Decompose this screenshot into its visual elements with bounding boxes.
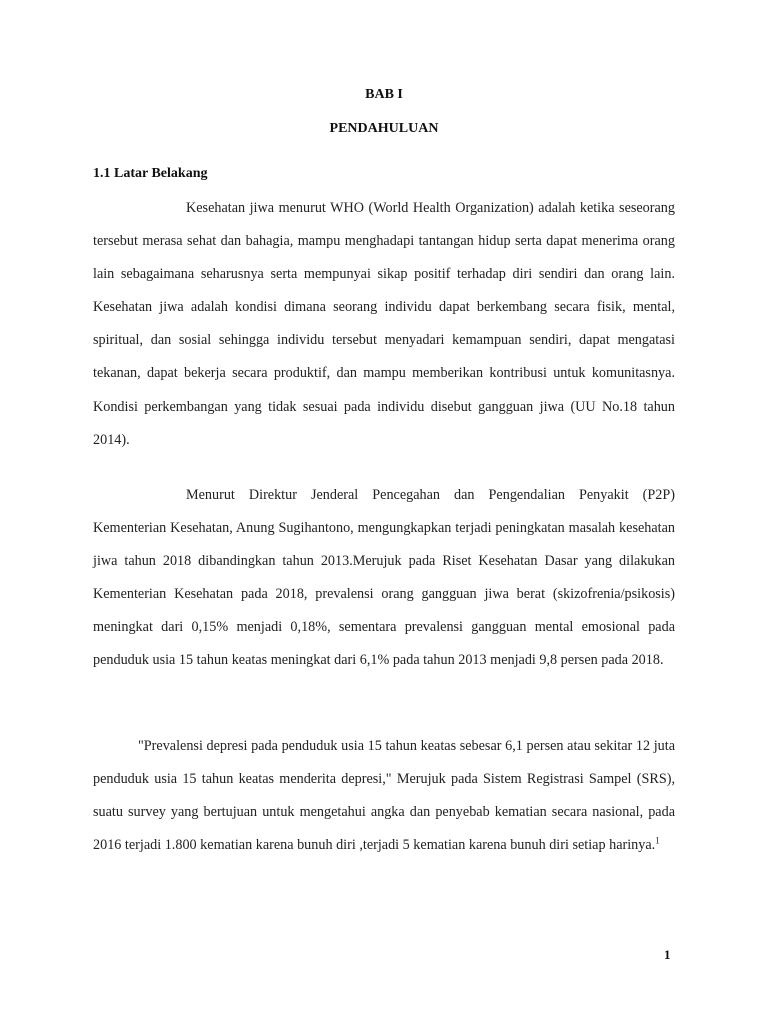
body-paragraph-2 (93, 479, 675, 678)
page-number: 1 (664, 947, 671, 962)
body-paragraph-3 (93, 730, 675, 862)
footnote-reference[interactable]: 1 (655, 835, 660, 846)
paragraph-2-text: Menurut Direktur Jenderal Pencegahan dan Pengendalian Penyakit (P2P) Kementerian Kesehatan, Anung Sugihantono, mengungkapkan terjadi peningkatan masalah kesehatan jiwa tahun 2018 dibandingkan tahun 2013.Merujuk pada Riset Kesehatan Dasar yang dilakukan Kementerian Kesehatan pada 2018, prevalensi orang gangguan jiwa berat (skizofrenia/psikosis) meningkat dari 0,15% menjadi 0,18%, sementara prevalensi gangguan mental emosional pada penduduk usia 15 tahun keatas meningkat dari 6,1% pada tahun 2013 menjadi 9,8 persen pada 2018. (93, 487, 675, 669)
body-paragraph-1 (93, 192, 675, 457)
paragraph-1-text: Kesehatan jiwa menurut WHO (World Health Organization) adalah ketika seseorang tersebut merasa sehat dan bahagia, mampu menghadapi tantangan hidup serta dapat menerima orang lain sebagaimana seharusnya serta mempunyai sikap positif terhadap diri sendiri dan orang lain. Kesehatan jiwa adalah kondisi dimana seorang individu dapat berkembang secara fisik, mental, spiritual, dan sosial sehingga individu tersebut menyadari kemampuan sendiri, dapat mengatasi tekanan, dapat bekerja secara produktif, dan mampu memberikan kontribusi untuk komunitasnya. Kondisi perkembangan yang tidak sesuai pada individu disebut gangguan jiwa (UU No.18 tahun 2014). (93, 200, 675, 448)
chapter-number: BAB I (365, 87, 403, 102)
paragraph-3-text: "Prevalensi depresi pada penduduk usia 15 tahun keatas sebesar 6,1 persen atau sekitar 12 juta penduduk usia 15 tahun keatas menderita depresi," Merujuk pada Sistem Registrasi Sampel (SRS), suatu survey yang bertujuan untuk mengetahui angka dan penyebab kematian secara nasional, pada 2016 terjadi 1.800 kematian karena bunuh diri ,terjadi 5 kematian karena bunuh diri setiap harinya. (93, 738, 675, 854)
chapter-title: PENDAHULUAN (329, 121, 439, 136)
section-heading: 1.1 Latar Belakang (93, 166, 208, 181)
